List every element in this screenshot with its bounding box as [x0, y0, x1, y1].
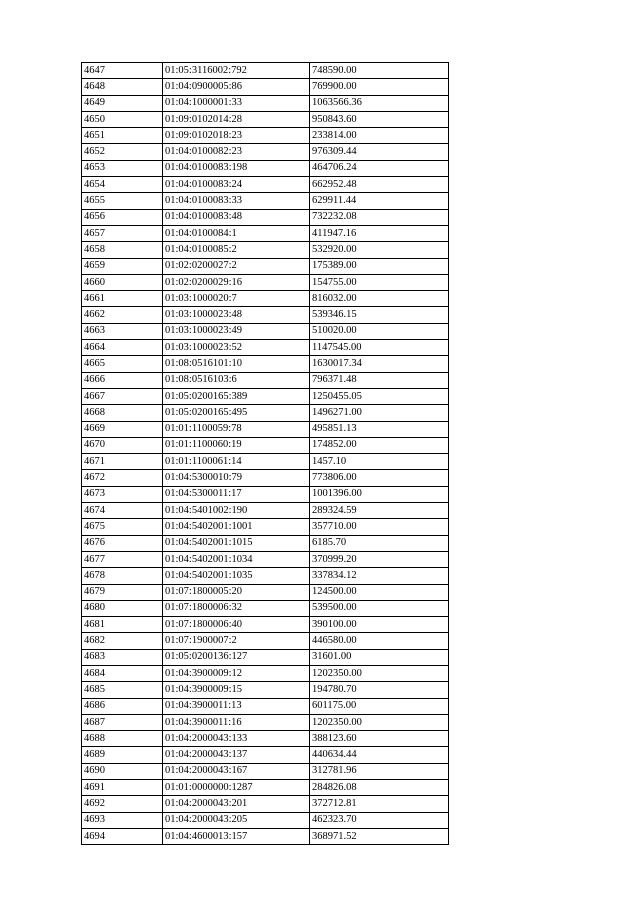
table-row: [82, 405, 449, 421]
value-cell: 337834.12: [310, 568, 449, 584]
row-number-cell: 4676: [82, 535, 163, 551]
table-row: [82, 763, 449, 779]
row-number-cell: 4666: [82, 372, 163, 388]
row-number-cell: 4685: [82, 682, 163, 698]
cadastral-number-cell: 01:04:3900011:13: [163, 698, 310, 714]
value-cell: 662952.48: [310, 177, 449, 193]
row-number-cell: 4657: [82, 225, 163, 241]
value-cell: 464706.24: [310, 160, 449, 176]
value-cell: 368971.52: [310, 828, 449, 844]
row-number-cell: 4659: [82, 258, 163, 274]
table-row: [82, 95, 449, 111]
value-cell: 732232.08: [310, 209, 449, 225]
value-cell: 629911.44: [310, 193, 449, 209]
cadastral-number-cell: 01:01:1100061:14: [163, 454, 310, 470]
value-cell: 1202350.00: [310, 665, 449, 681]
value-cell: 532920.00: [310, 242, 449, 258]
row-number-cell: 4661: [82, 291, 163, 307]
value-cell: 446580.00: [310, 633, 449, 649]
cadastral-number-cell: 01:03:1000023:48: [163, 307, 310, 323]
table-row: [82, 470, 449, 486]
row-number-cell: 4654: [82, 177, 163, 193]
row-number-cell: 4662: [82, 307, 163, 323]
cadastral-number-cell: 01:04:2000043:133: [163, 731, 310, 747]
value-cell: 289324.59: [310, 503, 449, 519]
table-row: [82, 747, 449, 763]
cadastral-number-cell: 01:04:3900009:15: [163, 682, 310, 698]
cadastral-number-cell: 01:01:1100059:78: [163, 421, 310, 437]
cadastral-number-cell: 01:05:0200165:495: [163, 405, 310, 421]
cadastral-number-cell: 01:04:3900011:16: [163, 714, 310, 730]
table-row: [82, 535, 449, 551]
table-row: [82, 160, 449, 176]
row-number-cell: 4682: [82, 633, 163, 649]
cadastral-number-cell: 01:04:5300010:79: [163, 470, 310, 486]
row-number-cell: 4679: [82, 584, 163, 600]
table-row: [82, 307, 449, 323]
row-number-cell: 4668: [82, 405, 163, 421]
value-cell: 1202350.00: [310, 714, 449, 730]
table-row: [82, 323, 449, 339]
row-number-cell: 4675: [82, 519, 163, 535]
row-number-cell: 4691: [82, 780, 163, 796]
value-cell: 1457.10: [310, 454, 449, 470]
cadastral-number-cell: 01:03:1000023:52: [163, 340, 310, 356]
cadastral-number-cell: 01:04:5401002:190: [163, 503, 310, 519]
value-cell: 174852.00: [310, 437, 449, 453]
row-number-cell: 4673: [82, 486, 163, 502]
value-cell: 370999.20: [310, 551, 449, 567]
table-row: [82, 519, 449, 535]
row-number-cell: 4687: [82, 714, 163, 730]
value-cell: 796371.48: [310, 372, 449, 388]
cadastral-number-cell: 01:07:1900007:2: [163, 633, 310, 649]
cadastral-number-cell: 01:07:1800006:40: [163, 617, 310, 633]
cadastral-number-cell: 01:05:0200165:389: [163, 388, 310, 404]
cadastral-number-cell: 01:09:0102014:28: [163, 111, 310, 127]
table-row: [82, 796, 449, 812]
value-cell: 601175.00: [310, 698, 449, 714]
cadastral-number-cell: 01:04:2000043:167: [163, 763, 310, 779]
row-number-cell: 4693: [82, 812, 163, 828]
row-number-cell: 4651: [82, 128, 163, 144]
value-cell: 816032.00: [310, 291, 449, 307]
row-number-cell: 4650: [82, 111, 163, 127]
table-row: [82, 731, 449, 747]
cadastral-number-cell: 01:05:3116002:792: [163, 63, 310, 79]
value-cell: 1063566.36: [310, 95, 449, 111]
table-row: [82, 600, 449, 616]
value-cell: 495851.13: [310, 421, 449, 437]
cadastral-number-cell: 01:05:0200136:127: [163, 649, 310, 665]
table-row: [82, 665, 449, 681]
row-number-cell: 4655: [82, 193, 163, 209]
table-row: [82, 617, 449, 633]
cadastral-number-cell: 01:04:2000043:201: [163, 796, 310, 812]
table-row: [82, 258, 449, 274]
value-cell: 1250455.05: [310, 388, 449, 404]
value-cell: 194780.70: [310, 682, 449, 698]
value-cell: 773806.00: [310, 470, 449, 486]
row-number-cell: 4671: [82, 454, 163, 470]
cadastral-number-cell: 01:09:0102018:23: [163, 128, 310, 144]
table-row: [82, 291, 449, 307]
value-cell: 462323.70: [310, 812, 449, 828]
value-cell: 312781.96: [310, 763, 449, 779]
row-number-cell: 4665: [82, 356, 163, 372]
value-cell: 1630017.34: [310, 356, 449, 372]
table-row: [82, 225, 449, 241]
cadastral-number-cell: 01:04:0100084:1: [163, 225, 310, 241]
cadastral-number-cell: 01:01:0000000:1287: [163, 780, 310, 796]
cadastral-number-cell: 01:04:0100085:2: [163, 242, 310, 258]
table-row: [82, 193, 449, 209]
row-number-cell: 4683: [82, 649, 163, 665]
cadastral-number-cell: 01:08:0516101:10: [163, 356, 310, 372]
table-body: [82, 63, 449, 845]
table-row: [82, 242, 449, 258]
value-cell: 175389.00: [310, 258, 449, 274]
value-cell: 769900.00: [310, 79, 449, 95]
row-number-cell: 4670: [82, 437, 163, 453]
table-row: [82, 372, 449, 388]
table-row: [82, 274, 449, 290]
value-cell: 539346.15: [310, 307, 449, 323]
row-number-cell: 4663: [82, 323, 163, 339]
row-number-cell: 4680: [82, 600, 163, 616]
cadastral-number-cell: 01:04:0100083:198: [163, 160, 310, 176]
cadastral-number-cell: 01:04:5402001:1001: [163, 519, 310, 535]
table-row: [82, 503, 449, 519]
value-cell: 976309.44: [310, 144, 449, 160]
cadastral-number-cell: 01:07:1800005:20: [163, 584, 310, 600]
cadastral-number-cell: 01:04:5402001:1015: [163, 535, 310, 551]
table-row: [82, 421, 449, 437]
row-number-cell: 4660: [82, 274, 163, 290]
row-number-cell: 4667: [82, 388, 163, 404]
value-cell: 1001396.00: [310, 486, 449, 502]
table-row: [82, 828, 449, 844]
value-cell: 357710.00: [310, 519, 449, 535]
row-number-cell: 4653: [82, 160, 163, 176]
table-row: [82, 682, 449, 698]
table-row: [82, 486, 449, 502]
cadastral-number-cell: 01:04:0100083:24: [163, 177, 310, 193]
value-cell: 411947.16: [310, 225, 449, 241]
table-row: [82, 128, 449, 144]
cadastral-value-table: [81, 62, 449, 845]
value-cell: 950843.60: [310, 111, 449, 127]
row-number-cell: 4669: [82, 421, 163, 437]
table-row: [82, 698, 449, 714]
table-row: [82, 551, 449, 567]
value-cell: 388123.60: [310, 731, 449, 747]
cadastral-number-cell: 01:04:0100083:48: [163, 209, 310, 225]
value-cell: 1496271.00: [310, 405, 449, 421]
row-number-cell: 4677: [82, 551, 163, 567]
table-row: [82, 177, 449, 193]
table-row: [82, 111, 449, 127]
value-cell: 233814.00: [310, 128, 449, 144]
row-number-cell: 4688: [82, 731, 163, 747]
row-number-cell: 4672: [82, 470, 163, 486]
table-row: [82, 437, 449, 453]
row-number-cell: 4686: [82, 698, 163, 714]
row-number-cell: 4648: [82, 79, 163, 95]
row-number-cell: 4664: [82, 340, 163, 356]
cadastral-number-cell: 01:04:0900005:86: [163, 79, 310, 95]
value-cell: 372712.81: [310, 796, 449, 812]
value-cell: 748590.00: [310, 63, 449, 79]
cadastral-number-cell: 01:04:3900009:12: [163, 665, 310, 681]
value-cell: 1147545.00: [310, 340, 449, 356]
cadastral-number-cell: 01:01:1100060:19: [163, 437, 310, 453]
row-number-cell: 4692: [82, 796, 163, 812]
table-row: [82, 79, 449, 95]
row-number-cell: 4649: [82, 95, 163, 111]
row-number-cell: 4684: [82, 665, 163, 681]
table-row: [82, 388, 449, 404]
table-row: [82, 340, 449, 356]
table-row: [82, 144, 449, 160]
row-number-cell: 4652: [82, 144, 163, 160]
row-number-cell: 4689: [82, 747, 163, 763]
cadastral-number-cell: 01:04:5300011:17: [163, 486, 310, 502]
row-number-cell: 4674: [82, 503, 163, 519]
table-row: [82, 454, 449, 470]
cadastral-number-cell: 01:04:4600013:157: [163, 828, 310, 844]
table-row: [82, 714, 449, 730]
cadastral-number-cell: 01:02:0200027:2: [163, 258, 310, 274]
table-row: [82, 63, 449, 79]
cadastral-number-cell: 01:08:0516103:6: [163, 372, 310, 388]
value-cell: 31601.00: [310, 649, 449, 665]
table-row: [82, 356, 449, 372]
value-cell: 539500.00: [310, 600, 449, 616]
table-row: [82, 780, 449, 796]
value-cell: 124500.00: [310, 584, 449, 600]
table-row: [82, 209, 449, 225]
row-number-cell: 4658: [82, 242, 163, 258]
cadastral-number-cell: 01:04:2000043:137: [163, 747, 310, 763]
row-number-cell: 4681: [82, 617, 163, 633]
cadastral-number-cell: 01:04:5402001:1034: [163, 551, 310, 567]
cadastral-number-cell: 01:03:1000020:7: [163, 291, 310, 307]
value-cell: 440634.44: [310, 747, 449, 763]
value-cell: 510020.00: [310, 323, 449, 339]
value-cell: 284826.08: [310, 780, 449, 796]
row-number-cell: 4656: [82, 209, 163, 225]
table-row: [82, 633, 449, 649]
cadastral-number-cell: 01:04:5402001:1035: [163, 568, 310, 584]
table-row: [82, 649, 449, 665]
table-row: [82, 812, 449, 828]
table-row: [82, 584, 449, 600]
cadastral-number-cell: 01:02:0200029:16: [163, 274, 310, 290]
cadastral-number-cell: 01:04:2000043:205: [163, 812, 310, 828]
row-number-cell: 4694: [82, 828, 163, 844]
row-number-cell: 4678: [82, 568, 163, 584]
cadastral-number-cell: 01:04:1000001:33: [163, 95, 310, 111]
cadastral-number-cell: 01:04:0100083:33: [163, 193, 310, 209]
cadastral-number-cell: 01:03:1000023:49: [163, 323, 310, 339]
row-number-cell: 4647: [82, 63, 163, 79]
value-cell: 154755.00: [310, 274, 449, 290]
row-number-cell: 4690: [82, 763, 163, 779]
value-cell: 390100.00: [310, 617, 449, 633]
cadastral-number-cell: 01:04:0100082:23: [163, 144, 310, 160]
cadastral-number-cell: 01:07:1800006:32: [163, 600, 310, 616]
table-row: [82, 568, 449, 584]
value-cell: 6185.70: [310, 535, 449, 551]
